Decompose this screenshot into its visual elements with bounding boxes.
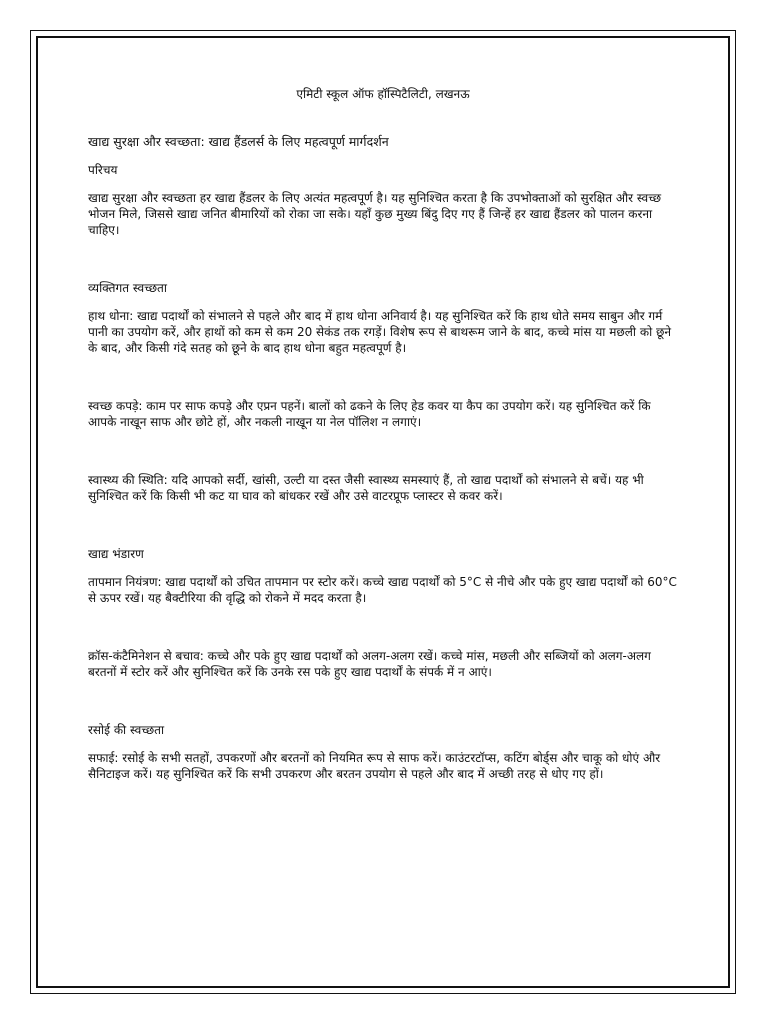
paragraph-cleaning: सफाई: रसोई के सभी सतहों, उपकरणों और बरतनों को नियमित रूप से साफ करें। काउंटरटॉप्स, कटिंग बोर्ड्स और चाकू को धोएं और सैनिटाइज करें। यह सुनिश्चित करें कि सभी उपकरण और बरतन उपयोग से पहले और बाद में अच्छी तरह से धोए गए हों। [88, 751, 661, 781]
intro-paragraph: खाद्य सुरक्षा और स्वच्छता हर खाद्य हैंडलर के लिए अत्यंत महत्वपूर्ण है। यह सुनिश्चित करता है कि उपभोक्ताओं को सुरक्षित और स्वच्छ भोजन मिले, जिससे खाद्य जनित बीमारियों को रोका जा सके। यहाँ कुछ मुख्य बिंदु दिए गए हैं जिन्हें हर खाद्य हैंडलर को पालन करना चाहिए। [88, 191, 662, 237]
paragraph-cross-contamination: क्रॉस-कंटैमिनेशन से बचाव: कच्चे और पके हुए खाद्य पदार्थों को अलग-अलग रखें। कच्चे मांस, मछली और सब्जियों को अलग-अलग बरतनों में स्टोर करें और सुनिश्चित करें कि उनके रस पके हुए खाद्य पदार्थों के संपर्क में न आएं। [88, 649, 651, 679]
paragraph-hand-washing: हाथ धोना: खाद्य पदार्थों को संभालने से पहले और बाद में हाथ धोना अनिवार्य है। यह सुनिश्चित करें कि हाथ धोते समय साबुन और गर्म पानी का उपयोग करें, और हाथों को कम से कम 20 सेकंड तक रगड़ें। विशेष रूप से बाथरूम जाने के बाद, कच्चे मांस या मछली को छूने के बाद, और किसी गंदे सतह को छूने के बाद हाथ धोना बहुत महत्वपूर्ण है। [88, 309, 672, 355]
paragraph-temperature-control: तापमान नियंत्रण: खाद्य पदार्थों को उचित तापमान पर स्टोर करें। कच्चे खाद्य पदार्थों को 5°C से नीचे और पके हुए खाद्य पदार्थों को 60°C से ऊपर रखें। यह बैक्टीरिया की वृद्धि को रोकने में मदद करता है। [88, 575, 677, 605]
section-heading-intro: परिचय [88, 163, 118, 177]
section-heading-kitchen-hygiene: रसोई की स्वच्छता [88, 723, 165, 737]
paragraph-clean-clothes: स्वच्छ कपड़े: काम पर साफ कपड़े और एप्रन पहनें। बालों को ढकने के लिए हेड कवर या कैप का उपयोग करें। यह सुनिश्चित करें कि आपके नाखून साफ और छोटे हों, और नकली नाखून या नेल पॉलिश न लगाएं। [88, 399, 651, 429]
document-body [88, 86, 678, 782]
section-heading-food-storage: खाद्य भंडारण [88, 547, 144, 561]
section-heading-personal-hygiene: व्यक्तिगत स्वच्छता [88, 281, 167, 295]
paragraph-health-condition: स्वास्थ्य की स्थिति: यदि आपको सर्दी, खांसी, उल्टी या दस्त जैसी स्वास्थ्य समस्याएं हैं, तो खाद्य पदार्थों को संभालने से बचें। यह भी सुनिश्चित करें कि किसी भी कट या घाव को बांधकर रखें और उसे वाटरप्रूफ प्लास्टर से कवर करें। [88, 473, 644, 503]
document-heading: खाद्य सुरक्षा और स्वच्छता: खाद्य हैंडलर्स के लिए महत्वपूर्ण मार्गदर्शन [88, 134, 389, 149]
document-title: एमिटी स्कूल ऑफ हॉस्पिटैलिटी, लखनऊ [296, 87, 470, 101]
